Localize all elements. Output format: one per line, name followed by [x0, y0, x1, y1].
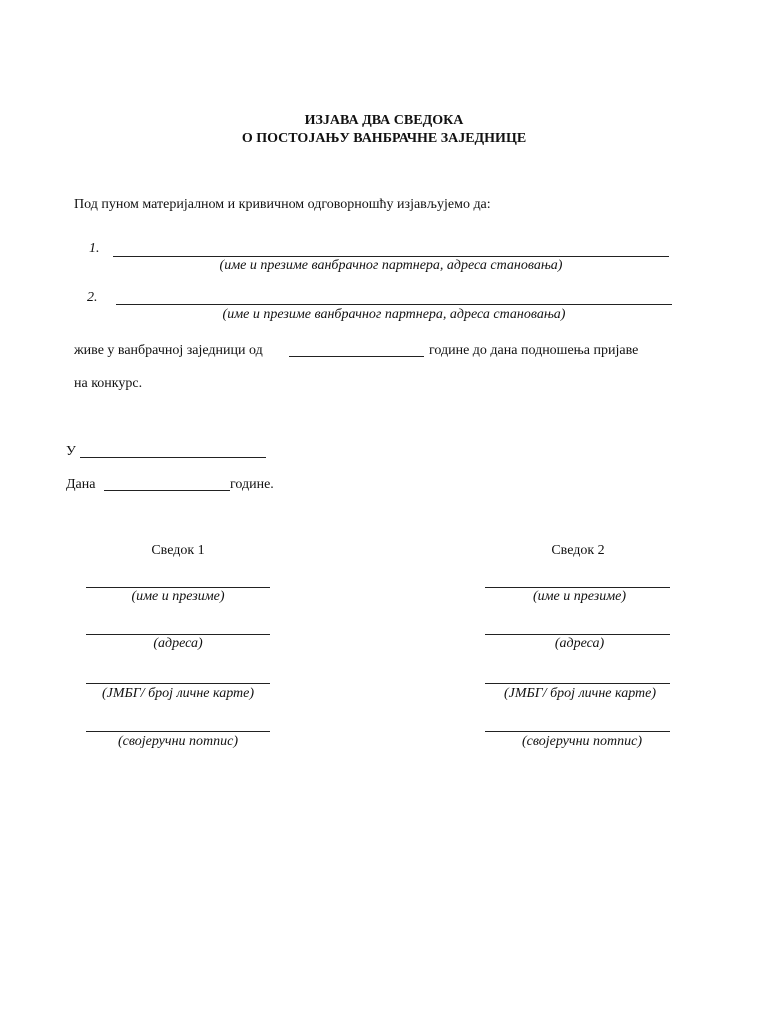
date-blank[interactable]	[104, 490, 230, 491]
witness-1-id-blank[interactable]	[86, 683, 270, 684]
partner-1-caption: (име и презиме ванбрачног партнера, адреса становања)	[219, 258, 563, 273]
document-title-line-2: О ПОСТОЈАЊУ ВАНБРАЧНЕ ЗАЈЕДНИЦЕ	[241, 131, 527, 146]
date-suffix: године.	[230, 477, 274, 492]
witness-2-signature-blank[interactable]	[485, 731, 670, 732]
place-blank[interactable]	[80, 457, 266, 458]
date-label: Дана	[66, 477, 96, 492]
partner-2-caption: (име и презиме ванбрачног партнера, адреса становања)	[222, 307, 566, 322]
witness-2-name-blank[interactable]	[485, 587, 670, 588]
witness-1-heading: Сведок 1	[151, 543, 205, 558]
cohabitation-date-blank[interactable]	[289, 356, 424, 357]
witness-1-address-caption: (адреса)	[153, 636, 203, 651]
cohabitation-suffix: године до дана подношења пријаве	[429, 343, 639, 358]
witness-2-signature-caption: (својеручни потпис)	[521, 734, 642, 749]
witness-1-address-blank[interactable]	[86, 634, 270, 635]
witness-2-id-blank[interactable]	[485, 683, 670, 684]
witness-2-address-blank[interactable]	[485, 634, 670, 635]
witness-2-heading: Сведок 2	[551, 543, 605, 558]
partner-1-number: 1.	[89, 241, 100, 256]
witness-2-name-caption: (име и презиме)	[532, 589, 627, 604]
witness-1-name-blank[interactable]	[86, 587, 270, 588]
partner-1-blank-line[interactable]	[113, 256, 669, 257]
partner-2-blank-line[interactable]	[116, 304, 672, 305]
witness-2-id-caption: (ЈМБГ/ број личне карте)	[503, 686, 657, 701]
partner-2-number: 2.	[87, 290, 98, 305]
cohabitation-continuation: на конкурс.	[74, 376, 143, 391]
intro-text: Под пуном материјалном и кривичном одговорношћу изјављујемо да:	[74, 197, 491, 212]
cohabitation-prefix: живе у ванбрачној заједници од	[74, 343, 263, 358]
witness-1-signature-caption: (својеручни потпис)	[117, 734, 238, 749]
document-title-line-1: ИЗЈАВА ДВА СВЕДОКА	[304, 113, 464, 128]
witness-1-signature-blank[interactable]	[86, 731, 270, 732]
place-label: У	[66, 444, 76, 459]
witness-2-address-caption: (адреса)	[554, 636, 605, 651]
witness-1-id-caption: (ЈМБГ/ број личне карте)	[101, 686, 255, 701]
witness-1-name-caption: (име и презиме)	[131, 589, 225, 604]
